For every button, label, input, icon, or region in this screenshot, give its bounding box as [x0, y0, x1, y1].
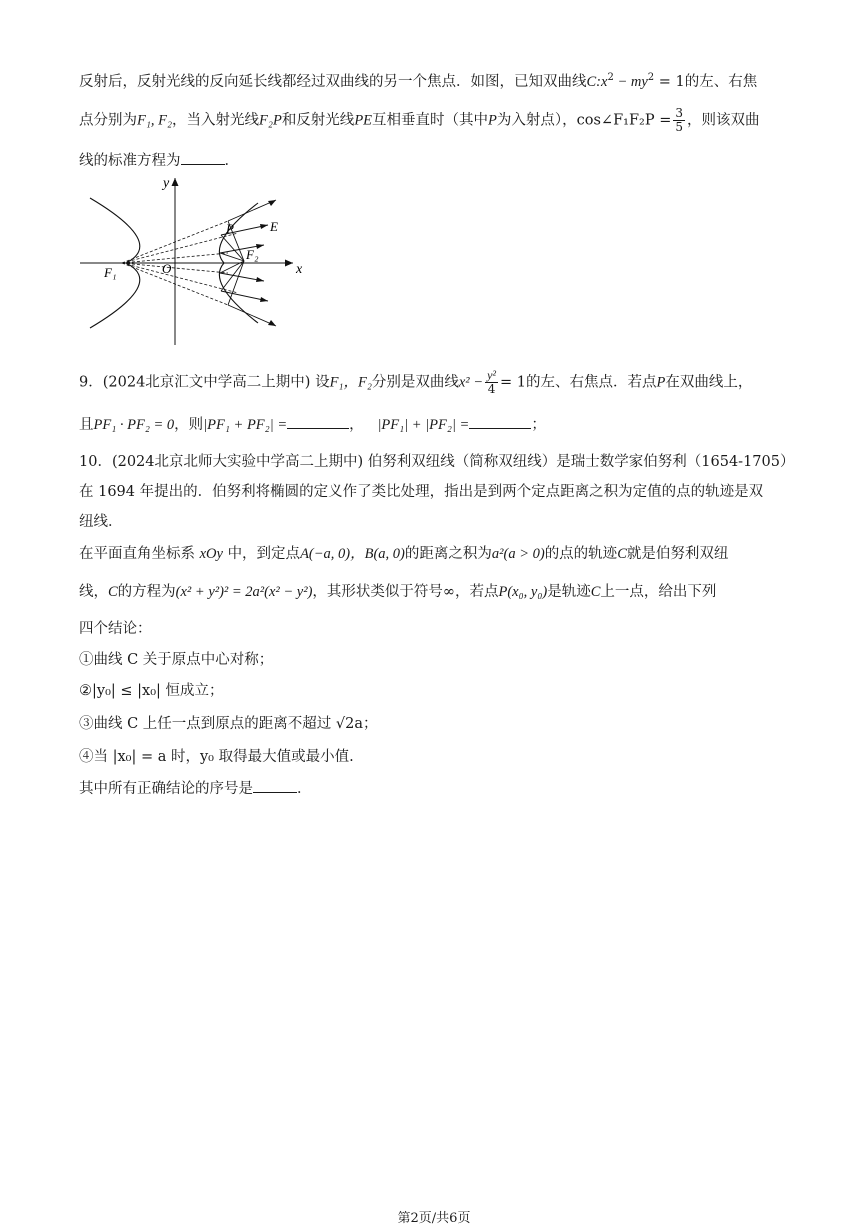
page-footer: 第2页/共6页 [397, 1211, 471, 1226]
q10-line1: 10．(2024北京北师大实验中学高二上期中) 伯努利双纽线（简称双纽线）是瑞士数学家伯努利（1654-1705） [79, 454, 795, 470]
answer-blank [181, 152, 225, 165]
q8-line1: 反射后，反射光线的反向延长线都经过双曲线的另一个焦点．如图，已知双曲线$C:x^2 - my^2 = 1$的左、右焦 [79, 72, 758, 90]
origin-label: O [162, 261, 172, 276]
q10-conclusion-4: ④当 |x₀| = a 时，y₀ 取得最大值或最小值. [79, 749, 354, 765]
p-label: P [226, 221, 234, 236]
e-label: E [270, 219, 278, 234]
x-axis-arrow [285, 260, 293, 267]
q10-conclusion-3: ③曲线 C 上任一点到原点的距离不超过 √2a； [79, 716, 378, 732]
fraction-3-5: $\frac{3}{5}$ [675, 106, 683, 134]
q10-line2: 在 1694 年提出的．伯努利将椭圆的定义作了类比处理，指出是到两个定点距离之积为定值的点的轨迹是双 [79, 484, 764, 500]
q10-line3: 纽线． [79, 514, 123, 530]
q8-line3: 线的标准方程为 ． [79, 153, 239, 169]
f2-label: F₂ [246, 247, 259, 262]
q9-line2: 且PF₁ · PF₂ = 0，则|PF₁ + PF₂| = ， |PF₁| + |PF₂| = ； [79, 417, 546, 433]
answer-blank [287, 416, 349, 429]
f1-label: F₁ [104, 265, 117, 280]
q10-line6: 四个结论： [79, 621, 152, 637]
q10-conclusion-1: ①曲线 C 关于原点中心对称； [79, 652, 274, 668]
x-axis-label: x [296, 262, 303, 277]
q8-line2: 点分别为F₁, F₂，当入射光线F₂P和反射光线PE互相垂直时（其中P为入射点），cos∠F₁F₂P = $\frac{3}{5}$ ，则该双曲 [79, 106, 760, 134]
hyperbola-figure [78, 173, 303, 348]
answer-blank [253, 780, 297, 793]
fraction-y2-4: $\frac{\text{y²}}{4}$ [487, 368, 497, 396]
q9-line1: 9．(2024北京汇文中学高二上期中) 设F₁，F₂分别是双曲线x² − $\frac{\text{y²}}{4}$ = 1的左、右焦点．若点P在双曲线上， [79, 368, 753, 396]
q10-line5: 线，C的方程为(x² + y²)² = 2a²(x² − y²)，其形状类似于符号∞，若点P(x₀, y₀)是轨迹C上一点，给出下列 [79, 584, 717, 600]
y-axis-arrow [172, 178, 179, 186]
q10-conclusion-2: ②|y₀| ≤ |x₀| 恒成立； [79, 683, 224, 699]
q10-last: 其中所有正确结论的序号是 ． [79, 781, 312, 797]
q10-line4: 在平面直角坐标系 xOy 中，到定点A(−a, 0)，B(a, 0)的距离之积为a²(a > 0)的点的轨迹C就是伯努利双纽 [79, 546, 729, 562]
y-axis-label: y [163, 176, 170, 191]
answer-blank [469, 416, 531, 429]
